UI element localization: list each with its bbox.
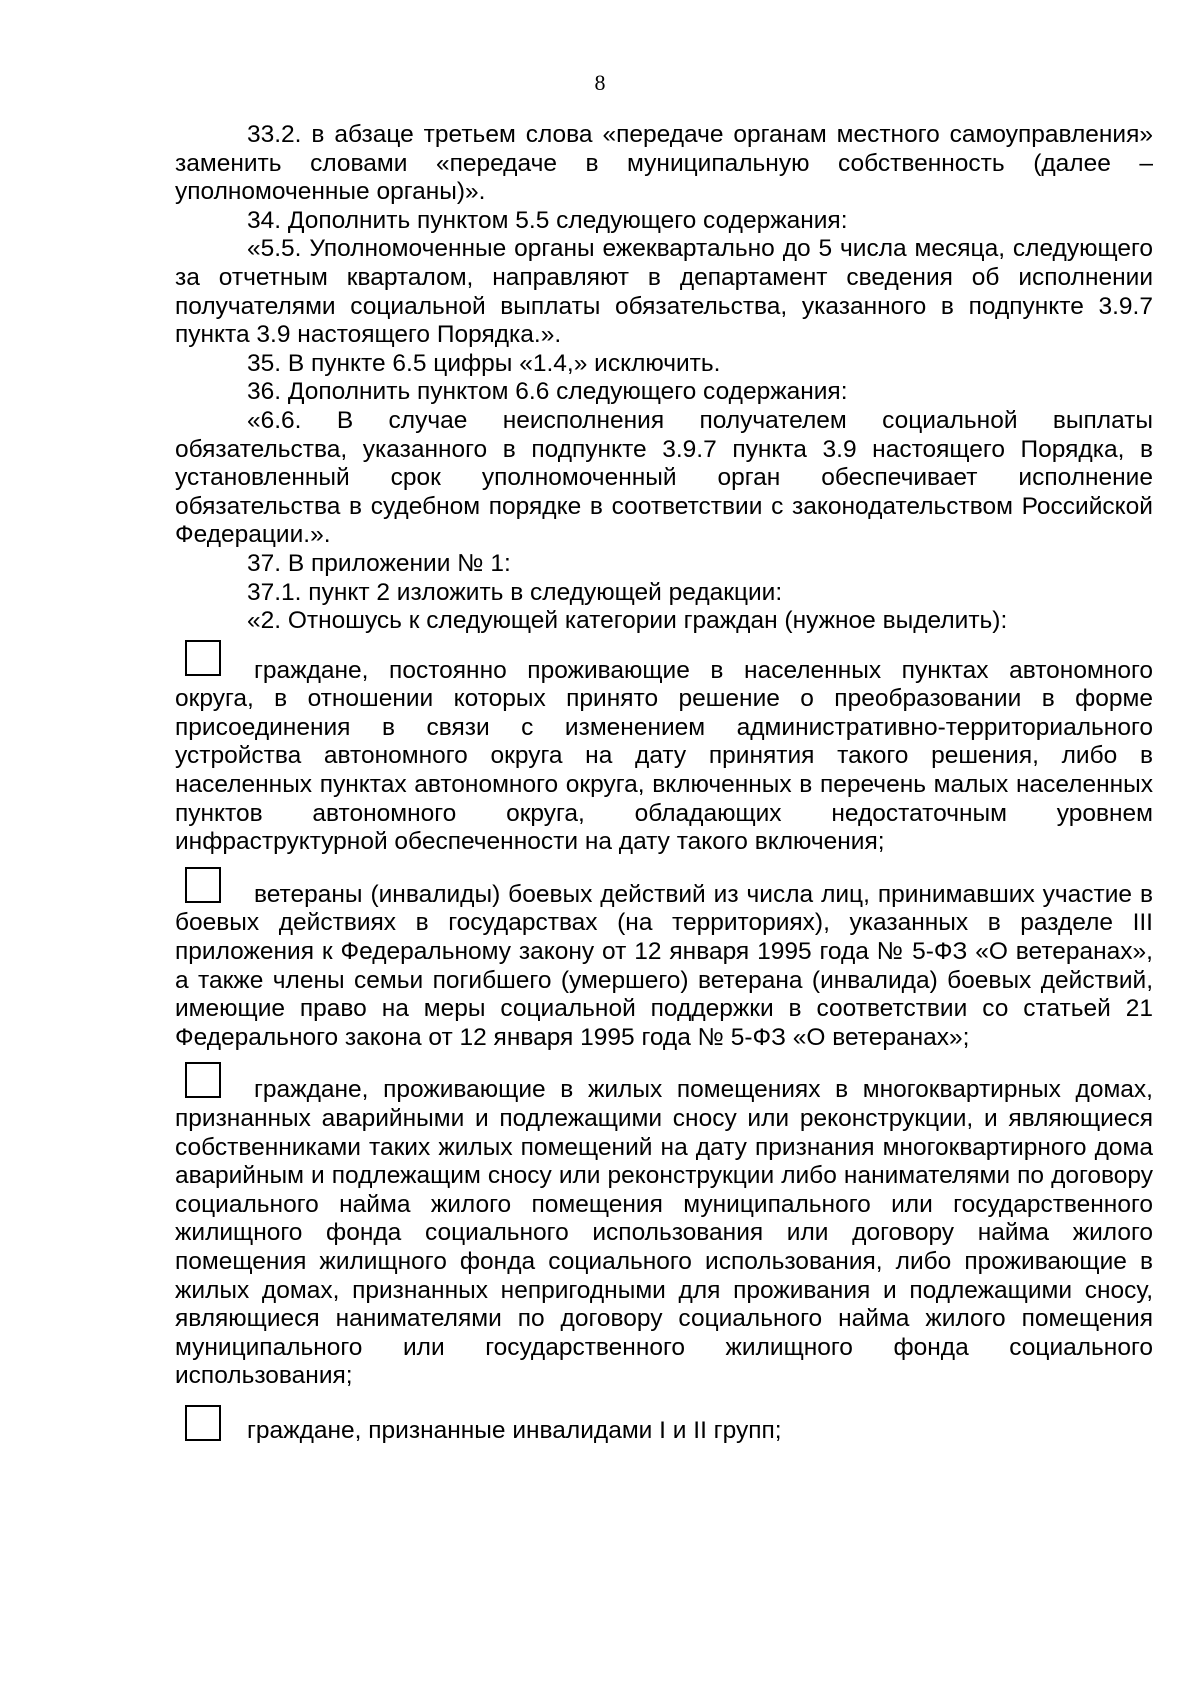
category-checkbox[interactable] [185,640,221,676]
paragraph-5-5: «5.5. Уполномоченные органы ежеквартально до 5 числа месяца, следующего за отчетным кварталом, направляют в департамент сведения об исполнении получателями социальной выплаты обязательства, указанного в подпункте 3.9.7 пункта 3.9 настоящего Порядка.». [175,235,1153,349]
category-label: граждане, признанные инвалидами I и II групп; [247,1416,782,1444]
category-item-disabled [175,1417,1153,1446]
category-label: граждане, постоянно проживающие в населенных пунктах автономного округа, в отношении которых принято решение о преобразовании в форме присоединения в связи с изменением административно-территориального устройства автономного округа на дату принятия такого решения, либо в населенных пунктах автономного округа, включенных в перечень малых населенных пунктов автономного округа, обладающих недостаточным уровнем инфраструктурной обеспеченности на дату такого включения; [175,656,1153,856]
category-label: ветераны (инвалиды) боевых действий из числа лиц, принимавших участие в боевых действиях в государствах (на территориях), указанных в разделе III приложения к Федеральному закону от 12 января 1995 года № 5-ФЗ «О ветеранах», а также члены семьи погибшего (умершего) ветерана (инвалида) боевых действий, имеющие право на меры социальной поддержки в соответствии со статьей 21 Федерального закона от 12 января 1995 года № 5-ФЗ «О ветеранах»; [175,880,1153,1051]
category-item-remote-settlements [175,657,1153,857]
paragraph-33-2: 33.2. в абзаце третьем слова «передаче органам местного самоуправления» заменить словами «передаче в муниципальную собственность (далее – уполномоченные органы)». [175,121,1153,206]
category-checkbox[interactable] [185,1405,221,1441]
paragraph-37: 37. В приложении № 1: [247,549,511,577]
paragraph-6-6: «6.6. В случае неисполнения получателем социальной выплаты обязательства, указанного в подпункте 3.9.7 пункта 3.9 настоящего Порядка, в установленный срок уполномоченный орган обеспечивает исполнение обязательства в судебном порядке в соответствии с законодательством Российской Федерации.». [175,406,1153,549]
paragraph-34: 34. Дополнить пунктом 5.5 следующего содержания: [247,206,848,234]
category-item-veterans [175,881,1153,1053]
category-checkbox[interactable] [185,867,221,903]
page-number: 8 [594,70,606,95]
paragraph-35: 35. В пункте 6.5 цифры «1.4,» исключить. [247,349,721,377]
paragraph-category-intro: «2. Отношусь к следующей категории граждан (нужное выделить): [247,607,1008,635]
paragraph-37-1: 37.1. пункт 2 изложить в следующей редакции: [247,578,783,606]
category-label: граждане, проживающие в жилых помещениях в многоквартирных домах, признанных аварийными и подлежащими сносу или реконструкции, и являющиеся собственниками таких жилых помещений на дату признания многоквартирного дома аварийным и подлежащим сносу или реконструкции либо нанимателями по договору социального найма жилого помещения муниципального или государственного жилищного фонда социального использования или договору найма жилого помещения жилищного фонда социального использования, либо проживающие в жилых домах, признанных непригодными для проживания и подлежащими сносу, являющиеся нанимателями по договору социального найма жилого помещения муниципального или государственного жилищного фонда социального использования; [175,1076,1153,1390]
paragraph-36: 36. Дополнить пунктом 6.6 следующего содержания: [247,378,848,406]
category-item-emergency-housing [175,1076,1153,1391]
document-body [175,121,1153,1446]
category-checkbox[interactable] [185,1062,221,1098]
